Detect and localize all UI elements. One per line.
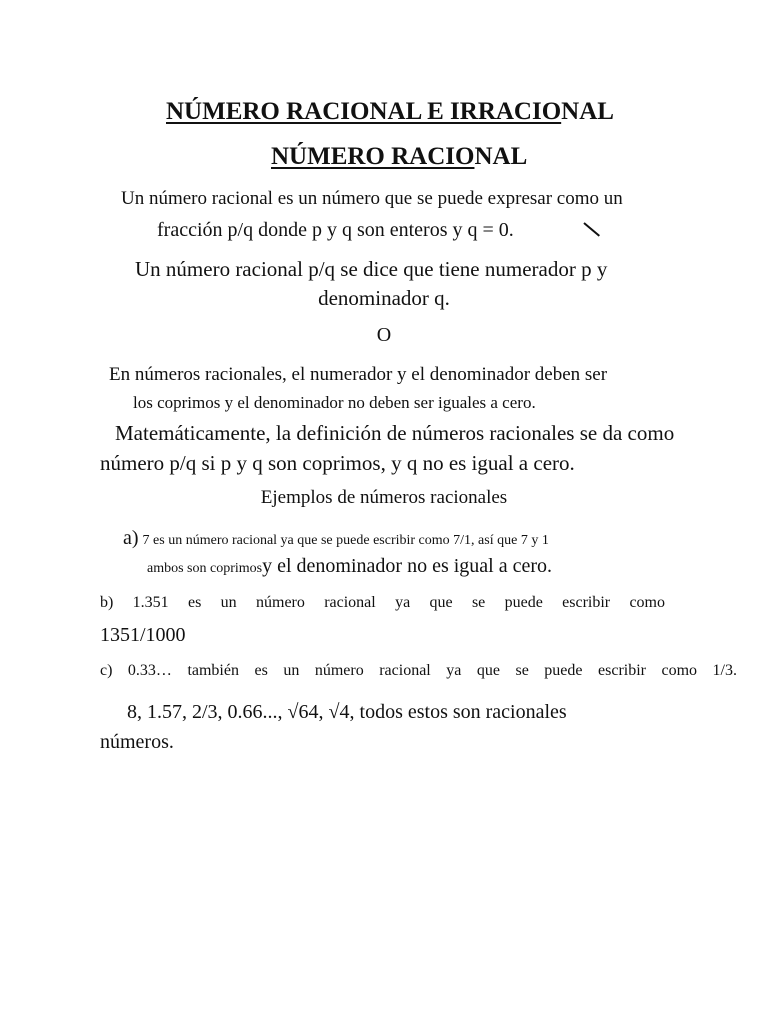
alternative-line-4: número p/q si p y q son coprimos, y q no es igual a cero.: [100, 451, 575, 475]
example-a-line-1: [123, 527, 549, 550]
examples-list-line-2: números.: [100, 731, 174, 753]
definition-line-4: denominador q.: [318, 286, 450, 310]
alternative-line-3: Matemáticamente, la definición de números racionales se da como: [115, 421, 675, 445]
separator-o: O: [376, 324, 392, 346]
stray-slash-mark: [583, 222, 600, 236]
definition-line-2: fracción p/q donde p y q son enteros y q = 0.: [157, 219, 514, 241]
definition-line-1: Un número racional es un número que se puede expresar como un: [121, 188, 623, 209]
example-a-text: 7 es un número racional ya que se puede escribir como 7/1, así que 7 y 1: [142, 533, 549, 548]
example-c-line-1: c) 0.33… también es un número racional ya que se puede escribir como 1/3.: [100, 662, 737, 679]
subtitle: [271, 143, 527, 172]
subtitle-underlined: NÚMERO RACIO: [271, 143, 475, 170]
main-title-underlined: NÚMERO RACIONAL E IRRACIO: [166, 98, 562, 125]
main-title: [166, 98, 614, 127]
alternative-line-2: los coprimos y el denominador no deben ser iguales a cero.: [133, 393, 536, 412]
example-b-line-2: 1351/1000: [100, 624, 186, 646]
subtitle-rest: NAL: [474, 143, 528, 170]
examples-list-line-1: 8, 1.57, 2/3, 0.66..., √64, √4, todos estos son racionales: [127, 701, 567, 723]
examples-heading: Ejemplos de números racionales: [260, 487, 508, 508]
example-a-large-text: y el denominador no es igual a cero.: [262, 555, 553, 577]
example-b-line-1: b) 1.351 es un número racional ya que se puede escribir como: [100, 594, 665, 611]
example-a-marker: a): [123, 527, 139, 549]
example-a-small-text: ambos son coprimos: [147, 561, 263, 576]
definition-line-3: Un número racional p/q se dice que tiene numerador p y: [135, 257, 608, 281]
main-title-rest: NAL: [561, 98, 614, 125]
alternative-line-1: En números racionales, el numerador y el denominador deben ser: [109, 364, 608, 385]
example-a-line-2: [147, 555, 552, 578]
